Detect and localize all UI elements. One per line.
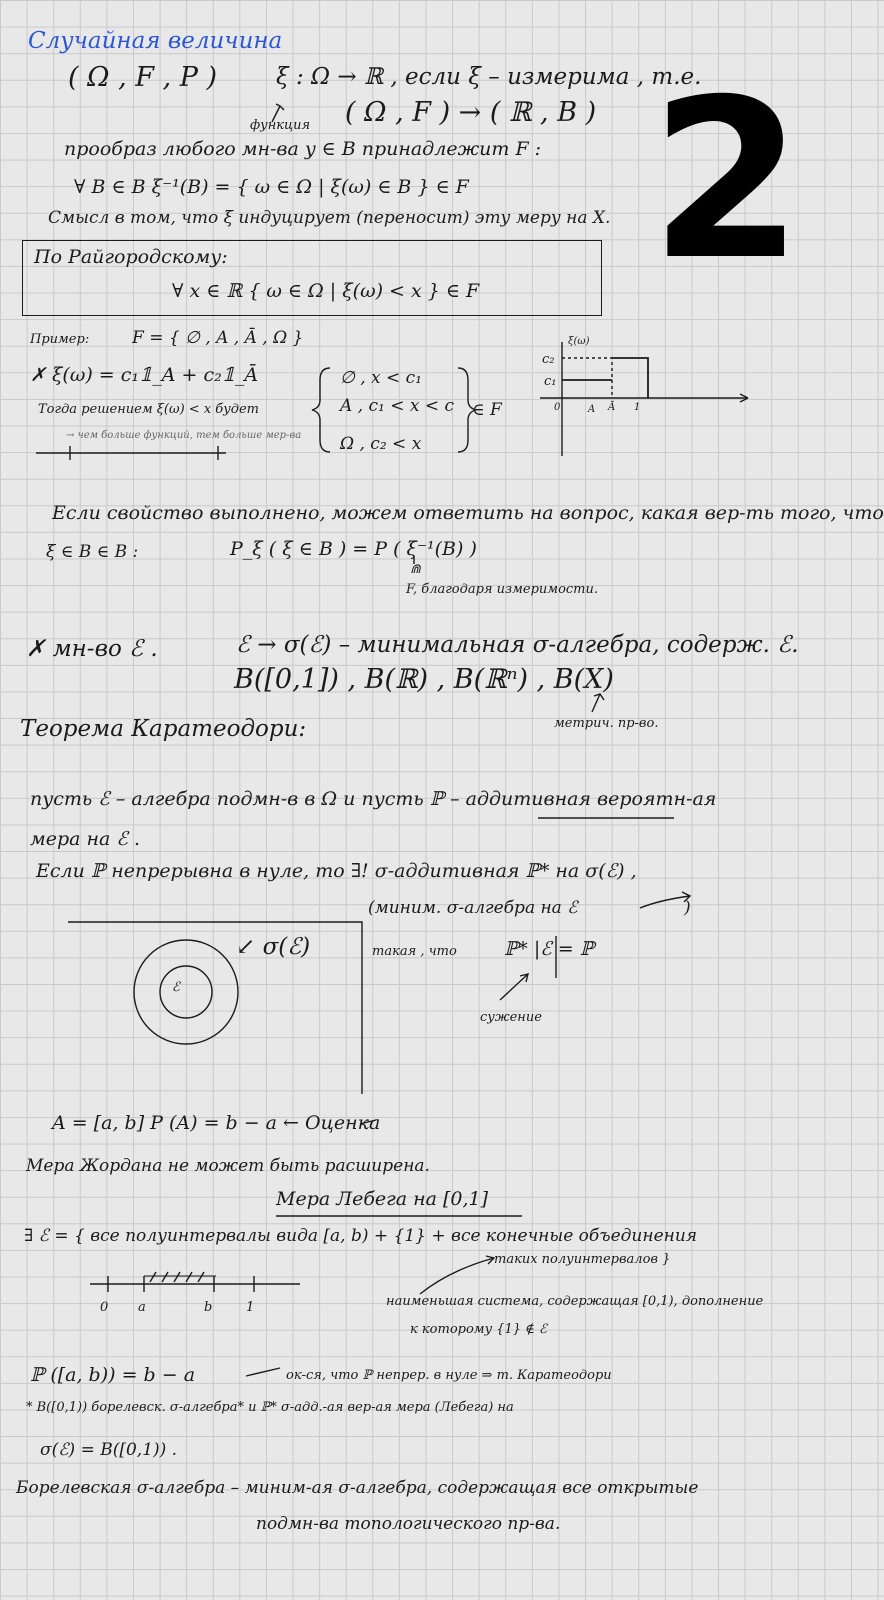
- property-left: ξ ∈ B ∈ B :: [46, 542, 139, 562]
- xi-map-line: ξ : Ω → ℝ , если ξ – измерима , т.е.: [276, 64, 702, 90]
- graph-one-label: 1: [634, 402, 641, 413]
- graph-y-label: ξ(ω): [568, 336, 590, 347]
- example-sigma: F = { ∅ , A , Ā , Ω }: [132, 328, 304, 348]
- case-a: A , c₁ < x < c: [340, 396, 455, 416]
- property-text: Если свойство выполнено, можем ответить на вопрос, какая вер-ть того, что: [52, 502, 884, 524]
- prob-space: ( Ω , F , P ): [68, 62, 218, 93]
- graph-zero-label: 0: [554, 402, 561, 413]
- page-number: 2: [650, 52, 804, 308]
- smallest-note2: к которому {1} ∉ ℰ: [410, 1322, 547, 1337]
- theorem-line2: мера на ℰ .: [30, 828, 140, 850]
- lebesgue-def2: таких полуинтервалов }: [494, 1252, 671, 1267]
- sigma-region: [68, 922, 362, 1094]
- right-brace: [458, 368, 476, 452]
- left-brace: [312, 368, 330, 452]
- case-omega: Ω , c₂ < x: [340, 434, 422, 454]
- preimage-formula: ∀ B ∈ B ξ⁻¹(B) = { ω ∈ Ω | ξ(ω) ∈ B } ∈ F: [74, 176, 469, 198]
- p-interval-note: ок-ся, что ℙ непрер. в нуле ⇒ т. Каратеодори: [286, 1368, 612, 1383]
- property-right: P_ξ ( ξ ∈ B ) = P ( ξ⁻¹(B) ): [230, 538, 477, 560]
- such-that: такая , что: [372, 944, 457, 959]
- case-in-f: ∈ F: [472, 400, 502, 420]
- property-note: F, благодаря измеримости.: [406, 582, 599, 597]
- property-in-f: ⋒: [410, 562, 421, 577]
- smallest-note: наименьшая система, содержащая [0,1), дополнение: [386, 1294, 764, 1309]
- theorem-min-close: ): [684, 898, 691, 918]
- theorem-line3: Если ℙ непрерывна в нуле, то ∃! σ-аддитивная ℙ* на σ(ℰ) ,: [36, 860, 637, 882]
- graph-c2-label: c₂: [542, 352, 555, 367]
- interval-formula: A = [a, b] P (A) = b − a ← Оценка: [52, 1112, 381, 1134]
- raigorodsky-title: По Райгородскому:: [34, 246, 228, 268]
- restriction-formula: ℙ* |ℰ = ℙ: [504, 938, 595, 960]
- function-arrow: [272, 104, 284, 122]
- p-interval: ℙ ([a, b)) = b − a: [30, 1364, 196, 1386]
- example-label: Пример:: [30, 332, 90, 347]
- lebesgue-def: ∃ ℰ = { все полуинтервалы вида [a, b) + {1} + все конечные объединения: [24, 1226, 698, 1246]
- measurable-map: ( Ω , F ) → ( ℝ , B ): [345, 97, 597, 128]
- borel-line1: * B([0,1)) борелевск. σ-алгебра* и ℙ* σ-адд.-ая вер-ая мера (Лебега) на: [26, 1400, 514, 1415]
- theorem-title: Теорема Каратеодори:: [20, 716, 307, 742]
- set-e: ✗ мн-во ℰ .: [26, 636, 158, 662]
- jordan-text: Мера Жордана не может быть расширена.: [26, 1156, 430, 1176]
- sigma-e: ℰ → σ(ℰ) – минимальная σ-алгебра, содерж. ℰ.: [236, 632, 799, 658]
- borel-def2: подмн-ва топологического пр-ва.: [256, 1514, 561, 1534]
- page-title: Случайная величина: [28, 28, 283, 54]
- preimage-text: прообраз любого мн-ва y ∈ B принадлежит F :: [64, 138, 542, 160]
- metric-note: метрич. пр-во.: [554, 716, 659, 731]
- sigma-e-label: ↙ σ(ℰ): [236, 934, 311, 960]
- graph-a-label: A: [588, 404, 596, 415]
- line-one: 1: [246, 1300, 255, 1315]
- restriction-note: сужение: [480, 1010, 542, 1025]
- graph-c1-label: c₁: [544, 374, 557, 389]
- example-function: ✗ ξ(ω) = c₁𝟙_A + c₂𝟙_Ā: [30, 364, 259, 386]
- borel-line2: σ(ℰ) = B([0,1)) .: [40, 1440, 178, 1460]
- example-solution: Тогда решением ξ(ω) < x будет: [38, 402, 260, 417]
- borel-def: Борелевская σ-алгебра – миним-ая σ-алгебра, содержащая все открытые: [16, 1478, 699, 1498]
- example-note: → чем больше функций, тем больше мер-ва: [66, 430, 302, 441]
- induces-text: Смысл в том, что ξ индуцирует (переносит) эту меру на X.: [48, 208, 611, 228]
- lebesgue-title: Мера Лебега на [0,1]: [276, 1188, 489, 1210]
- raigorodsky-formula: ∀ x ∈ ℝ { ω ∈ Ω | ξ(ω) < x } ∈ F: [172, 280, 480, 302]
- case-empty: ∅ , x < c₁: [340, 368, 422, 388]
- line-a: a: [138, 1300, 146, 1315]
- function-label: функция: [250, 118, 311, 133]
- line-zero: 0: [100, 1300, 109, 1315]
- inner-circle: [160, 966, 212, 1018]
- outer-circle: [134, 940, 238, 1044]
- theorem-min-note: (миним. σ-алгебра на ℰ: [368, 898, 578, 918]
- graph-abar-label: Ā: [608, 402, 616, 413]
- inner-e-label: ℰ: [172, 980, 180, 995]
- borel-list: B([0,1]) , B(ℝ) , B(ℝⁿ) , B(X): [234, 664, 614, 695]
- theorem-line1: пусть ℰ – алгебра подмн-в в Ω и пусть ℙ – аддитивная вероятн-ая: [30, 788, 717, 810]
- line-b: b: [204, 1300, 213, 1315]
